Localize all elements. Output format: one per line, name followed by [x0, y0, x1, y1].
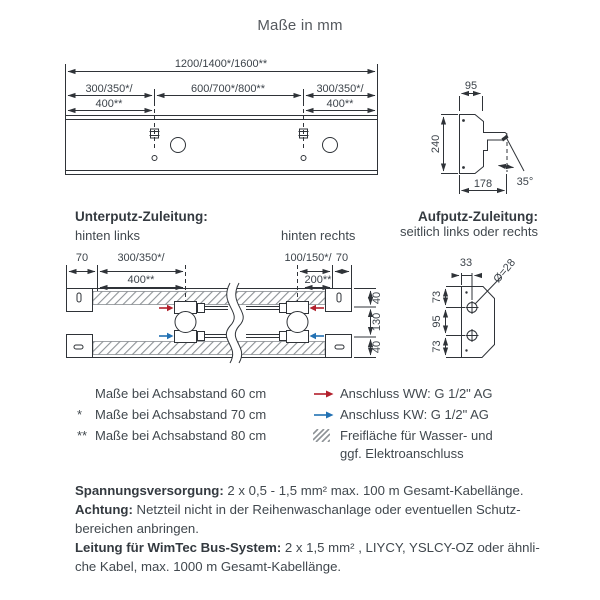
spout-hole-left: [171, 138, 186, 153]
cold-water-arrow-right-icon: [310, 333, 325, 339]
dim-130: 130: [371, 312, 383, 332]
dim-height-240: 240: [430, 134, 442, 154]
mounting-bracket-left: [67, 289, 93, 358]
dim-hole-diameter: Ø=28: [491, 256, 519, 286]
unterputz-heading: Unterputz-Zuleitung:: [75, 209, 208, 224]
dim-33: 33: [459, 257, 473, 269]
cold-water-arrow-left-icon: [159, 333, 174, 339]
dim-angle-35: 35°: [516, 176, 534, 188]
legend-text: Maße bei Achsabstand 80 cm: [95, 428, 267, 443]
warm-water-pipe: [204, 307, 280, 310]
mounting-bracket-right: [326, 289, 352, 358]
spout-hole-right: [323, 138, 338, 153]
note-power-supply: Spannungsversorgung: 2 x 0,5 - 1,5 mm² max. 100 m Gesamt-Kabellänge.: [75, 483, 524, 498]
dim-left-400: 400**: [95, 98, 123, 110]
unterputz-left-label: hinten links: [75, 228, 141, 243]
dim-73-bottom: 73: [431, 340, 443, 353]
legend-row-70cm: [77, 404, 266, 425]
legend-marker: **: [77, 428, 88, 443]
dim-40-top: 40: [371, 291, 383, 305]
legend-text: Maße bei Achsabstand 70 cm: [95, 407, 267, 422]
dim-right-400: 400**: [326, 98, 354, 110]
legend-free-area-text2: ggf. Elektroanschluss: [340, 446, 464, 461]
dim-70-right: 70: [335, 252, 349, 264]
legend-text: Maße bei Achsabstand 60 cm: [95, 386, 267, 401]
legend-row-ww: [313, 383, 493, 404]
warm-water-arrow-icon: [313, 388, 335, 400]
aufputz-heading-block: [318, 209, 538, 239]
note-bus-system-line2: che Kabel, max. 1000 m Gesamt-Kabellänge.: [75, 559, 342, 574]
dim-70-left: 70: [75, 252, 89, 264]
dim-40-bottom: 40: [371, 340, 383, 354]
plan-view-drawing: [58, 250, 403, 380]
aufputz-heading: Aufputz-Zuleitung:: [418, 209, 538, 224]
legend-marker: *: [77, 407, 83, 422]
side-plate-outline: [462, 287, 495, 358]
valve-assembly-right: [287, 302, 309, 343]
dim-95-mid: 95: [431, 315, 443, 328]
cold-water-arrow-icon: [313, 409, 335, 421]
dim-total-width: 1200/1400*/1600**: [174, 58, 268, 70]
plate-view-drawing: [403, 246, 543, 386]
legend-ww-text: Anschluss WW: G 1/2" AG: [340, 386, 493, 401]
legend-kw-text: Anschluss KW: G 1/2" AG: [340, 407, 489, 422]
dim-73-top: 73: [431, 290, 443, 304]
hatch-swatch-icon: [313, 429, 330, 442]
legend-free-area-text1: Freifläche für Wasser- und: [340, 428, 493, 443]
legend-row-free-area: [313, 425, 493, 446]
dim-right-segment: 300/350*/: [316, 83, 364, 95]
free-area-hatch-bottom: [93, 342, 325, 355]
note-bus-system-line1: Leitung für WimTec Bus-System: 2 x 1,5 mm² , LIYCY, YSLCY-OZ oder ähnli-: [75, 540, 540, 555]
legend-symbols: [313, 383, 493, 465]
aufputz-sub-label: seitlich links oder rechts: [400, 224, 538, 239]
note-warning-line1: Achtung: Netzteil nicht in der Reihenwaschanlage oder eventuellen Schutz-: [75, 502, 521, 517]
warm-water-arrow-left-icon: [159, 305, 174, 311]
legend-row-kw: [313, 404, 493, 425]
legend-row-60cm: [77, 383, 266, 404]
dim-400: 400**: [127, 274, 155, 286]
front-view-drawing: [58, 50, 393, 182]
cold-water-pipe: [204, 335, 280, 338]
page-title: Maße in mm: [257, 17, 343, 34]
legend-asterisk-notes: [77, 383, 266, 446]
dim-100-150: 100/150*/: [284, 252, 332, 264]
dim-300-350: 300/350*/: [117, 252, 165, 264]
legend-row-80cm: [77, 425, 266, 446]
dim-200: 200**: [304, 274, 332, 286]
dim-depth-95: 95: [464, 80, 478, 92]
technical-notes: [75, 481, 540, 576]
warm-water-arrow-right-icon: [310, 305, 325, 311]
fitting-body-profile: [460, 115, 508, 174]
unterputz-right-label: hinten rechts: [281, 228, 356, 243]
dim-left-segment: 300/350*/: [85, 83, 133, 95]
dim-center-segment: 600/700*/800**: [190, 83, 266, 95]
note-warning-line2: bereichen anbringen.: [75, 521, 199, 536]
dim-depth-178: 178: [473, 178, 493, 190]
valve-assembly-left: [175, 302, 197, 343]
side-view-drawing: [428, 58, 593, 206]
